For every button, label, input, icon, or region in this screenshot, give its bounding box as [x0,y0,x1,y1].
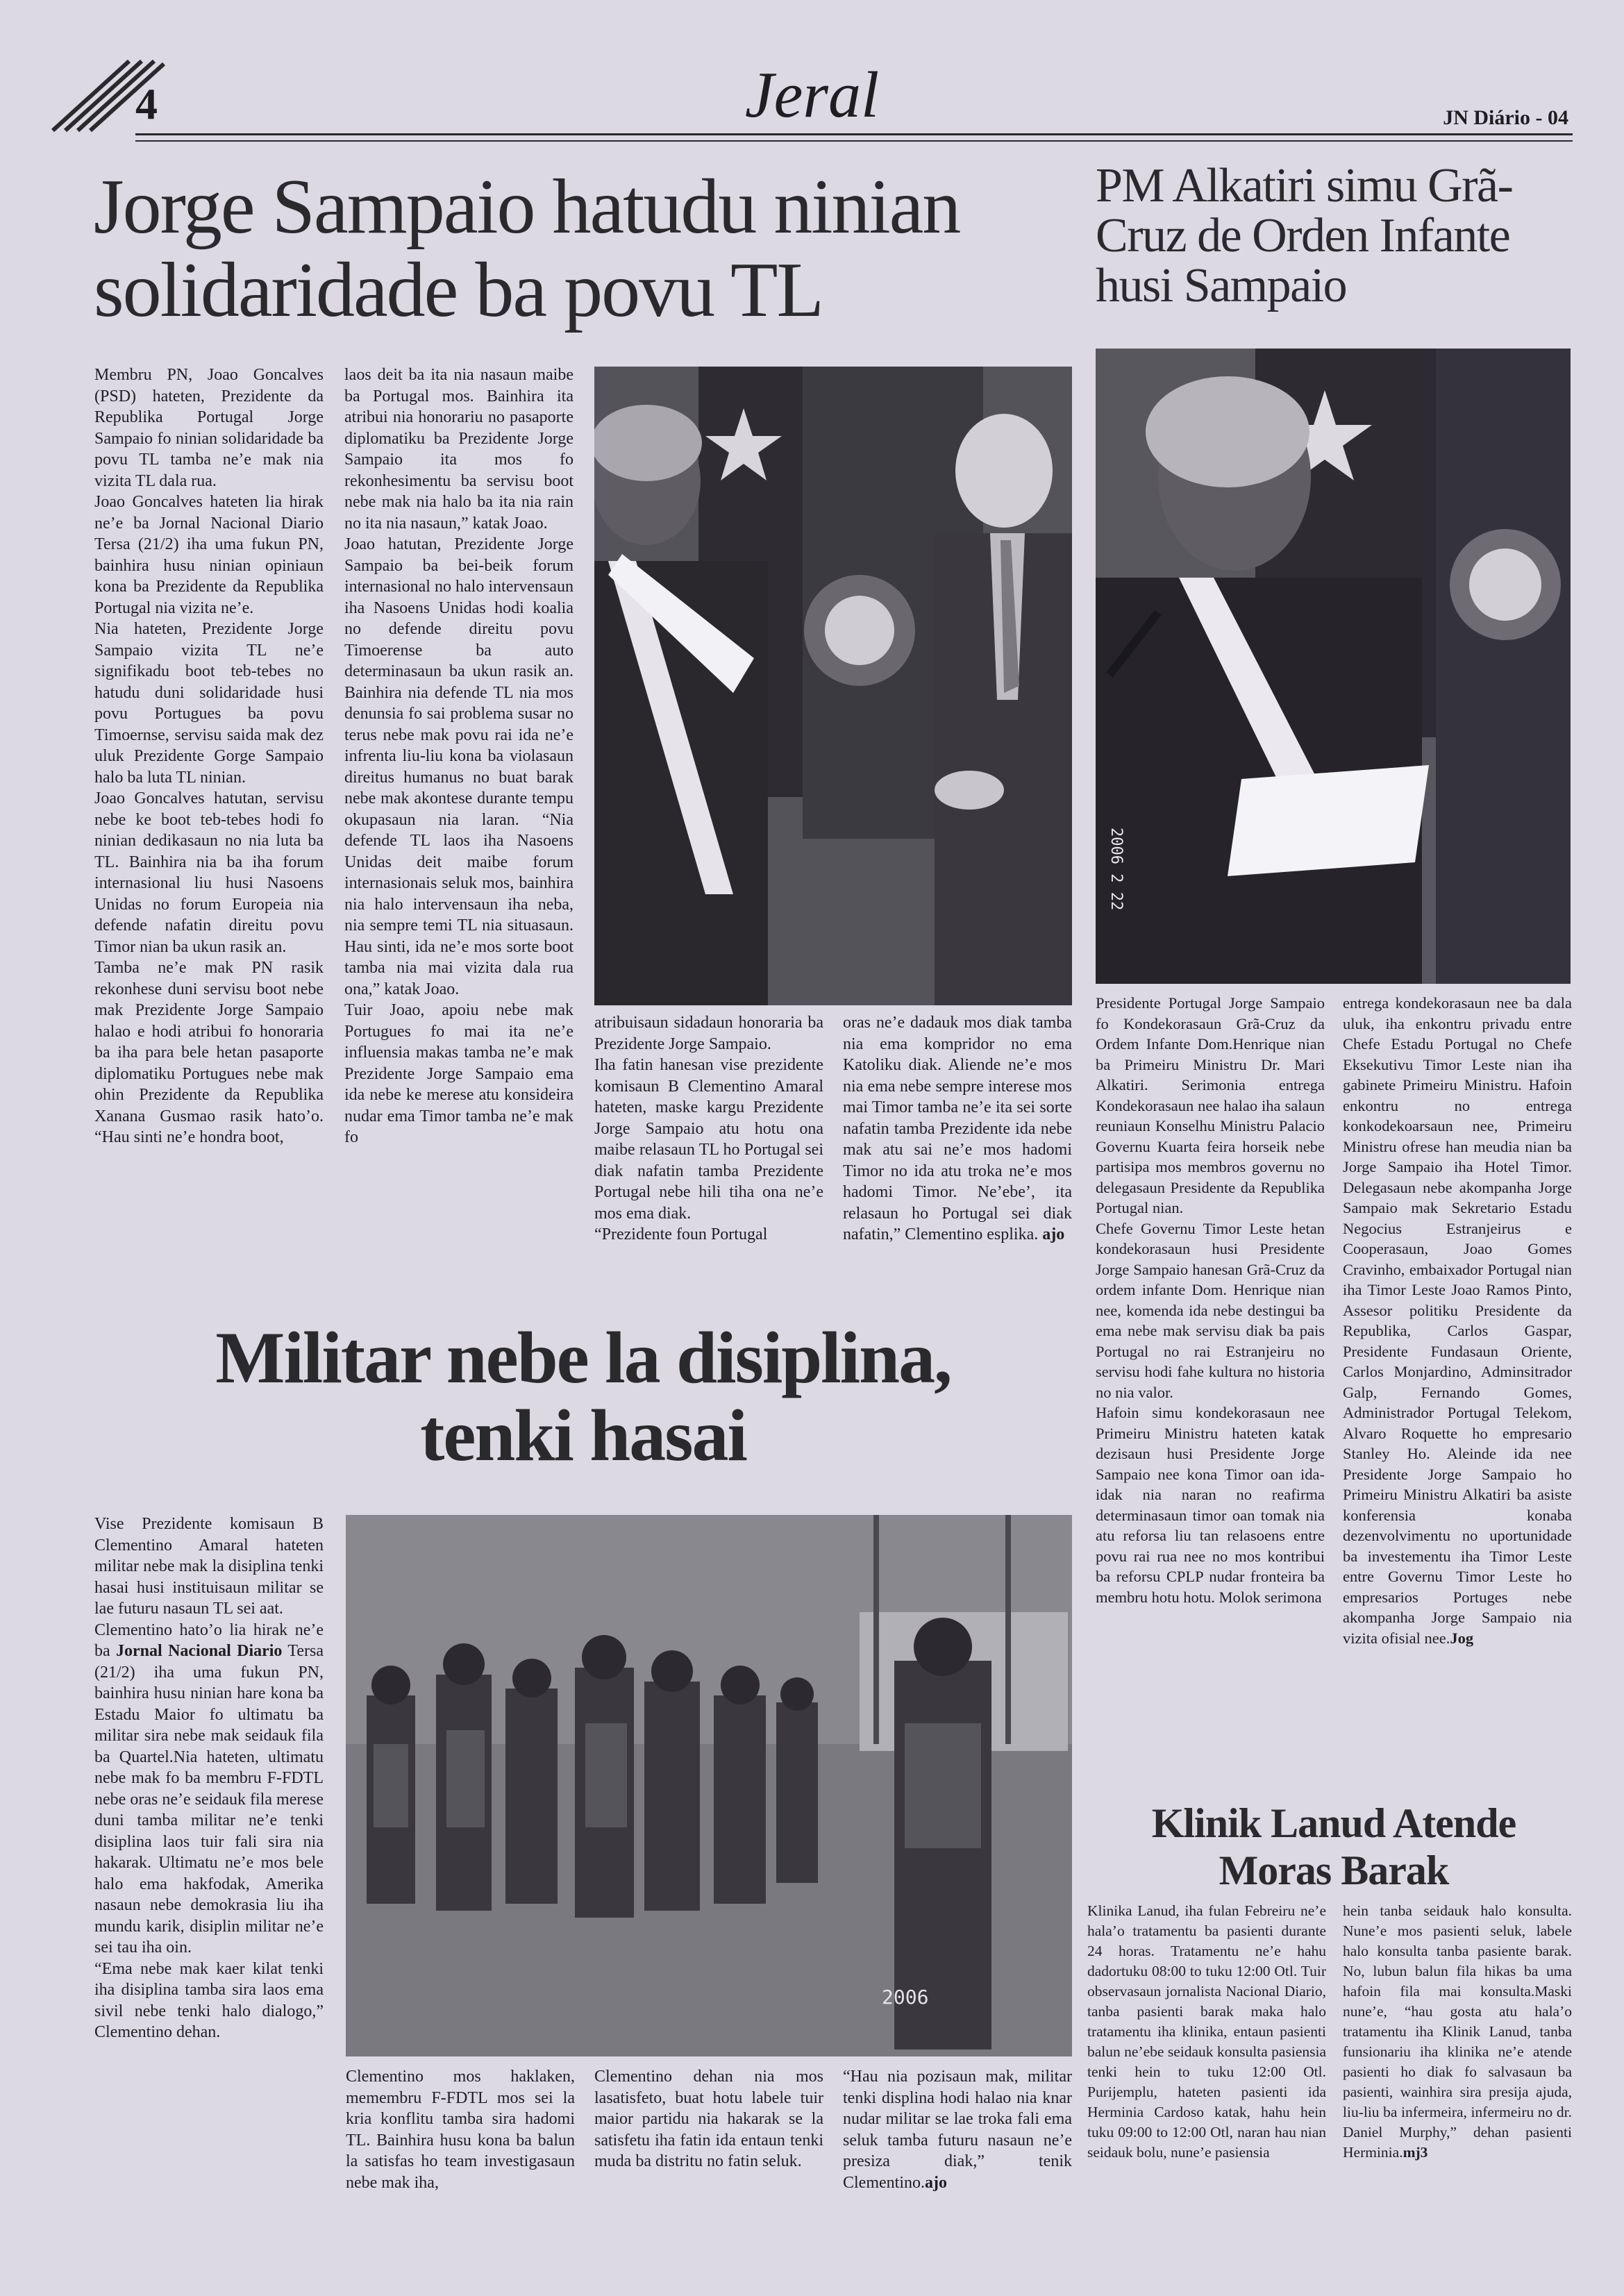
article3-paragraph [94,1620,324,1959]
article4-column1 [1087,1901,1326,2206]
article4-paragraph [1343,1901,1572,2163]
article4-byline: mj3 [1403,2144,1428,2161]
photo-alkatiri-speech-illustration [1096,349,1571,984]
article4-col2-text: hein tanba seidauk halo konsulta. Nune’e mos pasienti seluk, labele halo konsulta tanba pasiente barak. No, lubun balun fila hikas ba uma hafoin fila mai konsulta.Maski nune’e, “hau gosta atu hala’o tratamentu iha Klinik Lanud, tanba funsionariu iha klinika ne’e atende pasienti ho diak fo salvasaun ba pasienti, wainhira sira presija ajuda, liu-liu ba infermeira, infermeiru no dr. Daniel Murphy,” dehan pasienti Herminia. [1343,1902,1572,2161]
article3-column3 [594,2066,823,2219]
article3-photo-year: 2006 [882,1986,929,2009]
article3-column2 [346,2066,575,2219]
article1-paragraph: laos deit ba ita nia nasaun maibe ba Portugal mos. Bainhira ita atribui nia honorariu no pasaporte diplomatiku ba Prezidente Jorge Sampaio ita mos fo rekonhesimentu ba servisu boot nebe mak nia halo ba ita nia rain no ita nia nasaun,” katak Joao. [344,366,574,533]
article1-paragraph: Joao hatutan, Prezidente Jorge Sampaio ba bei-beik forum internasional no halo intervensaun iha Nasoens Unidas hodi koalia no defende direitu povu Timoerense ba auto determinasaun ba ukun rasik an. Bainhira nia defende TL nia mos denunsia fo sai problema susar no terus nebe mak povu rai ida ne’e infrenta liu-liu kona ba violasaun direitus humanus no buat barak nebe mak akontese durante tempu okupasaun nia laran. “Nia defende TL laos iha Nasoens Unidas deit maibe forum internasionais seluk mos, bainhira nia halo intervensaun iha neba, nia sempre temi TL nia situasaun. Hau sinti, ida ne’e mos sorte boot tamba nia mai vizita dala rua ona,” katak Joao. [344,535,574,998]
article1-paragraph: Iha fatin hanesan vise prezidente komisaun B Clementino Amaral hateten, maske kargu Prezidente Jorge Sampaio atu hotu ona maibe relasaun TL ho Portugal sei diak nafatin tamba Prezidente Portugal nebe hili tiha ona ne’e mos ema diak. [594,1056,823,1223]
page-number: 4 [135,79,158,128]
article1-paragraph: Nia hateten, Prezidente Jorge Sampaio vizita TL ne’e signifikadu boot teb-tebes no hatudu duni solidaridade husi povu Portugues ba povu Timoernse, servisu saida mak dez uluk Prezidente Gorge Sampaio halo ba luta TL ninian. [94,620,324,787]
article3-paragraph: “Ema nebe mak kaer kilat tenki iha disiplina tamba sira laos ema sivil nebe tenki halo dialogo,” Clementino dehan. [94,1959,324,2041]
article2-paragraph [1343,993,1572,1648]
article1-headline [94,165,1080,332]
article1-paragraph: “Prezidente foun Portugal [594,1225,768,1243]
article3-byline: ajo [924,2173,947,2192]
article3-photo [346,1515,1072,2056]
article3-column4 [843,2066,1072,2219]
article2-headline [1096,161,1596,311]
article1-photo [594,367,1072,1005]
article1-paragraph: Membru PN, Joao Goncalves (PSD) hateten, Prezidente da Republika Portugal Jorge Sampaio fo ninian solidaridade ba povu TL tamba ne’e mak nia vizita TL dala rua. [94,366,324,490]
article2-column1 [1096,993,1325,1798]
article2-byline: Jog [1450,1629,1474,1647]
article1-column3 [594,1012,823,1315]
article1-headline-line1: Jorge Sampaio hatudu ninian [94,164,960,250]
article3-headline-line2: tenki hasai [420,1395,746,1476]
article2-col2-text: entrega kondekorasaun nee ba dala uluk, iha enkontru privadu entre Chefe Estadu Portugal no Chefe Eksekutivu Timor Leste nian iha gabinete Primeiru Ministru. Hafoin enkontru no entrega konkodekoarsaun nee, Primeiru Ministru ofrese han meudia nian ba Jorge Sampaio iha Hotel Timor. Delegasaun nebe akompanha Jorge Sampaio mak Sekretario Estadu Negocius Estranjeirus e Cooperasaun, Joao Gomes Cravinho, embaixador Portugal nian iha Timor Leste Joao Ramos Pinto, Assesor politiku Presidente da Republika, Carlos Gaspar, Presidente Fundasaun Oriente, Carlos Monjardino, Adminsitrador Galp, Fernando Gomes, Administrador Portugal Telekom, Alvaro Roquette ho empresario Stanley Ho. Aleinde ida nee Presidente Jorge Sampaio ho Primeiru Ministru Alkatiri ba asiste konferensia konaba dezenvolvimentu no uportunidade ba investementu iha Timor Leste entre Governu Timor Leste ho empresarios Portuges nebe akompanha Jorge Sampaio nia vizita ofisial nee. [1343,994,1572,1647]
article3-paragraph [843,2066,1072,2193]
article3-col4-text: “Hau nia pozisaun mak, militar tenki displina hodi halao nia knar nudar militar se lae troka fali ema seluk tamba futuru nasaun ne’e presiza diak,” tenik Clementino. [843,2068,1072,2192]
article2-column2 [1343,993,1572,1798]
article4-headline-line1: Klinik Lanud Atende [1151,1800,1516,1846]
header-rule-top [135,133,1573,135]
article2-headline-line1: PM Alkatiri simu Grã- [1096,159,1513,212]
article1-paragraph: Tuir Joao, apoiu nebe mak Portugues fo mai ita ne’e influensia makas tamba ne’e mak Prezidente Jorge Sampaio ema ida nebe ke merese atu konsideira nudar ema Timor tamba ne’e mak fo [344,1001,574,1146]
article3-headline [94,1319,1072,1475]
header-rule-bottom [135,140,1573,142]
article4-column2 [1343,1901,1572,2206]
article3-paragraph: Vise Prezidente komisaun B Clementino Amaral hateten militar nebe mak la disiplina tenki hasai husi instituisaun militar se lae futuru nasaun TL sei aat. [94,1515,324,1618]
article1-headline-line2: solidaridade ba povu TL [94,247,823,333]
article1-byline: ajo [1042,1225,1065,1243]
article2-photo-date: 2006 2 22 [1107,828,1125,911]
article3-paragraph: Clementino mos haklaken, memembru F-FDTL mos sei la kria konflitu tamba sira hadomi TL. Bainhira husu kona ba balun la satisfas ho team investigasaun nebe mak iha, [346,2068,575,2192]
edition-label: JN Diário - 04 [1443,106,1568,129]
article2-headline-line2: Cruz de Orden Infante [1096,209,1510,262]
article1-paragraph: Tamba ne’e mak PN rasik rekonhese duni servisu boot nebe mak Prezidente Jorge Sampaio halao e hodi atribui fo honoraria ba iha para bele hetan pasaporte diplomatiku Portugues nebe mak ohin Prezidente da Republika Xanana Gusmao rasik hato’o. “Hau sinti ne’e hondra boot, [94,959,324,1146]
article1-column1 [94,364,324,1314]
section-title: Jeral [744,59,880,131]
article3-lead-in: Clementino hato’o lia hirak ne’e ba [94,1620,324,1660]
article2-headline-line3: husi Sampaio [1096,259,1347,312]
photo-soldiers-marching-illustration [346,1515,1072,2056]
article1-paragraph: atribuisaun sidadaun honoraria ba Prezidente Jorge Sampaio. [594,1014,823,1053]
article4-headline [1096,1800,1572,1894]
photo-sampaio-ceremony-illustration [594,367,1072,1005]
article1-column2 [344,364,574,1314]
article2-paragraph: Hafoin simu kondekorasaun nee Primeiru Ministru hateten katak dezisaun husi Presidente Jorge Sampaio nee kona Timor oan ida-idak nia naran no reafirma determinasaun timor oan tomak nia atu reforsa liu tan relasoens entre povu rai rua nee no mos kontribui ba reforsu CPLP nudar fronteira ba membru hotu hotu. Molok serimona [1096,1404,1325,1606]
article3-continuation: Tersa (21/2) iha uma fukun PN, bainhira husu ninian hare kona ba Estadu Maior fo ultimatu ba militar sira nebe mak seidauk fila ba Quartel.Nia hateten, ultimatu nebe mak fo ba membru F-FDTL nebe oras ne’e seidauk fila merese duni tamba militar ne’e tenki disiplina laos tuir fali sira nia hakarak. Ultimatu ne’e mos bele halo ema hakfodak, Amerika nasaun nebe demokrasia liu iha mundu karik, disiplin militar ne’e sei tau iha oin. [94,1642,324,1956]
article1-column4 [843,1012,1072,1315]
article2-paragraph: Chefe Governu Timor Leste hetan kondekorasaun husi Presidente Jorge Sampaio hanesan Grã-Cruz da ordem infante Dom. Henrique nian nee, komenda ida nebe destingui ba ema nebe mak servisu diak ba pais Portugal no rai Estranjeiru no servisu hodi fahe kultura no historia no nia valor. [1096,1219,1325,1401]
article1-paragraph: Joao Goncalves hateten lia hirak ne’e ba Jornal Nacional Diario Tersa (21/2) iha uma fukun PN, bainhira husu ninian opiniaun kona ba Prezidente da Republika Portugal nia vizita ne’e. [94,493,324,617]
article3-column1 [94,1514,324,2138]
article1-paragraph [843,1012,1072,1246]
article1-paragraph: Joao Goncalves hatutan, servisu nebe ke boot teb-tebes hodi fo ninian dedikasaun no nia luta ba TL. Bainhira nia ba iha forum internasional liu husi Nasoens Unidas no forum Europeia nia defende nafatin direitu povu Timor nian ba ukun rasik an. [94,789,324,956]
article3-paragraph: Clementino dehan nia mos lasatisfeto, buat hotu labele tuir maior partidu nia hakarak se la satisfetu iha fatin ida entaun tenki muda ba distritu no fatin seluk. [594,2068,823,2170]
article2-photo [1096,349,1571,984]
article1-col4-text: oras ne’e dadauk mos diak tamba nia ema kompridor no ema Katoliku diak. Aliende ne’e mos nia ema nebe sempre interese mos mai Timor tamba ne’e ita sei sorte nafatin tamba Prezidente ida nebe mak atu sai ne’e mos hadomi Timor no ida atu troka ne’e mos hadomi Timor. Ne’ebe’, ita relasaun ho Portugal sei diak nafatin,” Clementino esplika. [843,1014,1072,1243]
article3-newspaper-name: Jornal Nacional Diario [116,1642,283,1660]
article4-paragraph: Klinika Lanud, iha fulan Febreiru ne’e hala’o tratamentu ba pasienti durante 24 horas. Tratamentu ne’e hahu dadortuku 08:00 to tuku 12:00 Otl. Tuir observasaun jornalista Nacional Diario, tanba pasienti barak maka halo tratamentu iha klinika, entaun pasienti balun ne’ebe seidauk konsulta pasiensia tenki hein to tuku 12:00 Otl. Purijemplu, hateten pasienti ida Herminia Cardoso katak, hahu hein tuku 09:00 to 12:00 Otl, naran hau nian seidauk bolu, nune’e pasiensia [1087,1902,1326,2161]
article4-headline-line2: Moras Barak [1219,1847,1449,1893]
article3-headline-line1: Militar nebe la disiplina, [215,1317,951,1398]
article2-paragraph: Presidente Portugal Jorge Sampaio fo Kondekorasaun Grã-Cruz da Ordem Infante Dom.Henrique nian ba Primeiru Ministru Dr. Mari Alkatiri. Serimonia entrega Kondekorasaun nee halao iha salaun reuniaun Konselhu Ministru Palacio Governu Kuarta feira horseik nebe partisipa mos membros governu no delegasaun Presidente da Republika Portugal nian. [1096,994,1325,1216]
